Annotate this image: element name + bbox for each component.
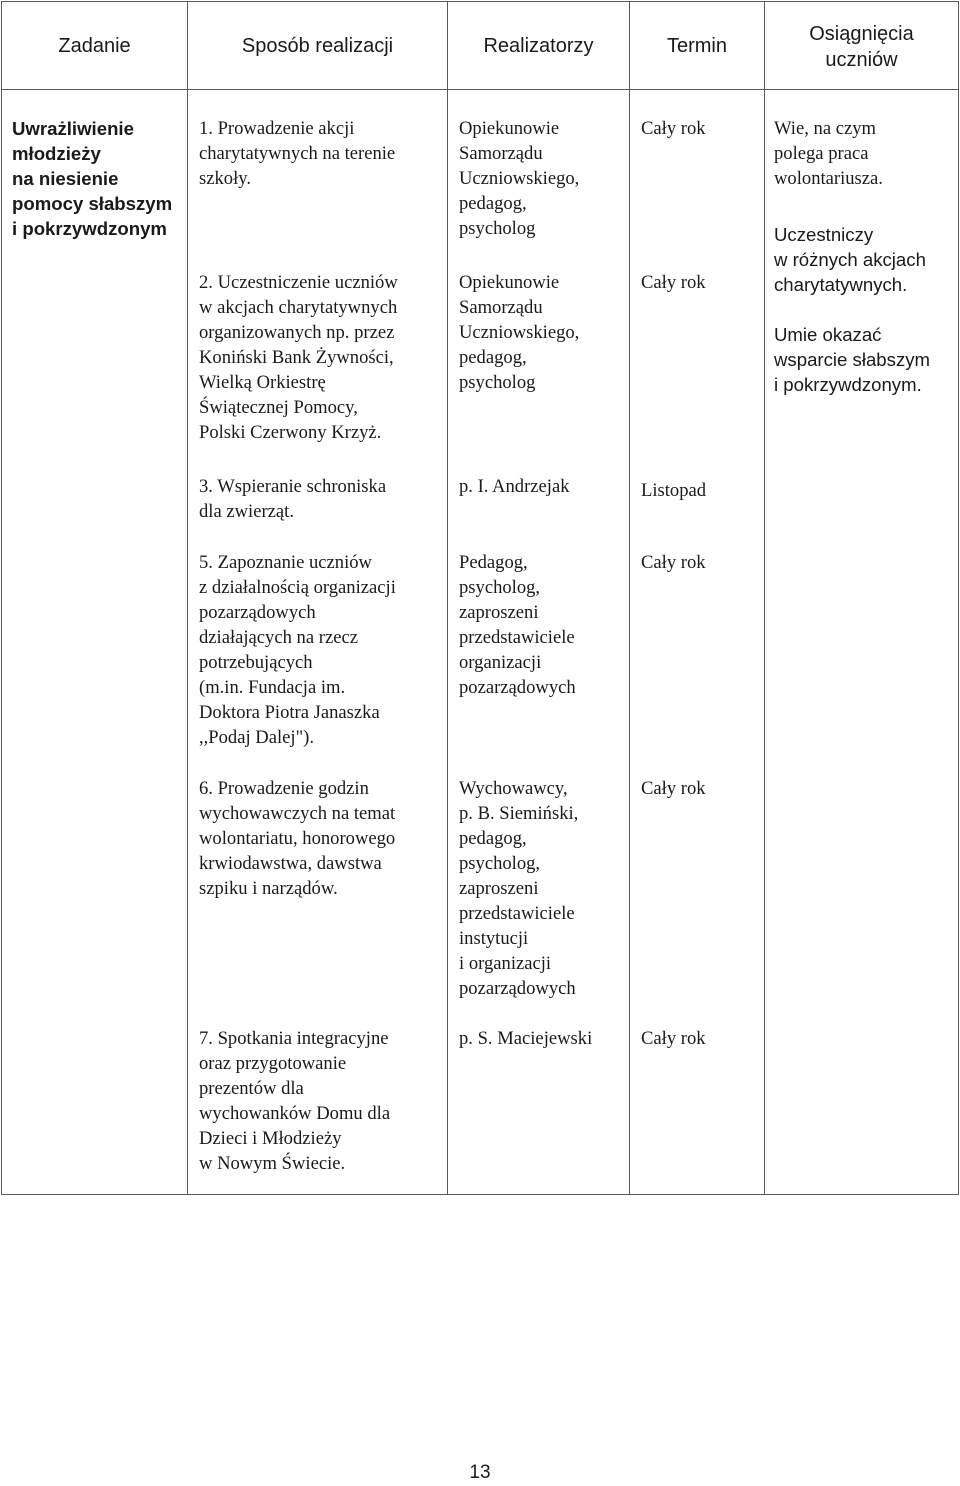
method-item-line: szkoły. [199,168,251,189]
implementers-item-line: Samorządu [459,297,543,318]
deadline-item: Cały rok [641,1028,706,1049]
method-item [199,116,395,191]
method-item-line: w Nowym Świecie. [199,1153,346,1174]
task-title-line: młodzieży [12,143,101,164]
implementers-item-line: instytucji [459,928,529,949]
implementers-item-line: i organizacji [459,953,552,974]
method-item-line: ,,Podaj Dalej"). [199,727,314,748]
implementers-item-line: Pedagog, [459,552,528,573]
termin-cell [630,90,765,1195]
osiagniecia-cell [765,90,959,1195]
implementers-item-line: psycholog, [459,853,541,874]
implementers-item [459,116,579,241]
implementers-item-line: pedagog, [459,347,527,368]
header-sposob-realizacji: Sposób realizacji [188,2,448,90]
implementers-item-line: przedstawiciele [459,903,575,924]
achievement-participation-line: w różnych akcjach [774,249,926,270]
method-item-line: wychowawczych na temat [199,803,396,824]
task-title-line: pomocy słabszym [12,193,173,214]
method-item-line: charytatywnych na terenie [199,143,396,164]
method-item-line: Polski Czerwony Krzyż. [199,422,382,443]
method-item-line: Dzieci i Młodzieży [199,1128,342,1149]
method-item-line: Wielką Orkiestrę [199,372,326,393]
implementers-item [459,1026,592,1051]
achievement-participation-line: Uczestniczy [774,224,874,245]
method-item-line: oraz przygotowanie [199,1053,347,1074]
implementers-item-line: psycholog [459,218,536,239]
method-item-line: pozarządowych [199,602,316,623]
implementers-item [459,270,579,395]
achievement-knowledge-line: wolontariusza. [774,168,883,189]
method-item [199,776,395,901]
task-cell [2,90,188,1195]
method-item-line: 2. Uczestniczenie uczniów [199,272,398,293]
method-item-line: 7. Spotkania integracyjne [199,1028,389,1049]
deadline-item: Cały rok [641,552,706,573]
implementers-item [459,550,576,700]
realizatorzy-cell [448,90,630,1195]
method-item-line: (m.in. Fundacja im. [199,677,346,698]
achievement-support-line: Umie okazać [774,324,882,345]
header-zadanie: Zadanie [2,2,188,90]
sposob-cell [188,90,448,1195]
implementers-item-line: Uczniowskiego, [459,322,580,343]
method-item-line: 1. Prowadzenie akcji [199,118,355,139]
implementers-item-line: przedstawiciele [459,627,575,648]
method-item-line: działających na rzecz [199,627,358,648]
method-item-line: wychowanków Domu dla [199,1103,391,1124]
achievement-support-line: wsparcie słabszym [774,349,931,370]
achievement-knowledge-line: Wie, na czym [774,118,876,139]
method-item-line: potrzebujących [199,652,313,673]
implementers-item-line: p. B. Siemiński, [459,803,579,824]
achievement-participation [774,222,926,297]
deadline-item: Cały rok [641,118,706,139]
header-osiagniecia-text: Osiągnięcia uczniów [809,22,914,71]
method-item [199,474,386,524]
method-item-line: krwiodawstwa, dawstwa [199,853,382,874]
achievement-support [774,322,930,397]
header-termin: Termin [630,2,765,90]
method-item [199,1026,390,1176]
task-title-line: na niesienie [12,168,119,189]
method-item-line: Doktora Piotra Janaszka [199,702,380,723]
deadline-item: Cały rok [641,272,706,293]
method-item-line: Świątecznej Pomocy, [199,397,358,418]
deadline-item: Cały rok [641,778,706,799]
method-item [199,270,398,445]
achievement-knowledge-line: polega praca [774,143,869,164]
implementers-item [459,776,578,1001]
implementers-item-line: psycholog, [459,577,541,598]
method-item-line: z działalnością organizacji [199,577,396,598]
header-row [2,2,959,90]
task-title-line: Uwrażliwienie [12,118,134,139]
method-item-line: organizowanych np. przez [199,322,395,343]
method-item-line: 3. Wspieranie schroniska [199,476,387,497]
implementers-item-line: Opiekunowie [459,118,560,139]
method-item [199,550,396,750]
method-item-line: 5. Zapoznanie uczniów [199,552,372,573]
implementers-item-line: p. I. Andrzejak [459,476,570,497]
implementers-item-line: Uczniowskiego, [459,168,580,189]
implementers-item-line: pedagog, [459,193,527,214]
method-item-line: dla zwierząt. [199,501,294,522]
task-title-line: i pokrzywdzonym [12,218,167,239]
implementers-item-line: zaproszeni [459,878,539,899]
method-item-line: szpiku i narządów. [199,878,338,899]
implementers-item-line: pedagog, [459,828,527,849]
page-number: 13 [469,1462,491,1483]
implementers-item-line: Opiekunowie [459,272,560,293]
implementers-item-line: Samorządu [459,143,543,164]
deadline-item: Listopad [641,480,707,501]
implementers-item [459,474,570,499]
implementers-item-line: psycholog [459,372,536,393]
achievement-participation-line: charytatywnych. [774,274,908,295]
achievement-knowledge [774,116,883,191]
task-title [12,116,172,241]
implementers-item-line: organizacji [459,652,542,673]
method-item-line: Koniński Bank Żywności, [199,347,394,368]
header-osiagniecia [765,2,959,90]
method-item-line: w akcjach charytatywnych [199,297,398,318]
implementers-item-line: Wychowawcy, [459,778,568,799]
implementers-item-line: pozarządowych [459,978,576,999]
achievement-support-line: i pokrzywdzonym. [774,374,922,395]
method-item-line: prezentów dla [199,1078,304,1099]
method-item-line: 6. Prowadzenie godzin [199,778,369,799]
implementers-item-line: p. S. Maciejewski [459,1028,593,1049]
header-realizatorzy: Realizatorzy [448,2,630,90]
implementers-item-line: zaproszeni [459,602,539,623]
implementers-item-line: pozarządowych [459,677,576,698]
body-row [2,90,959,1195]
method-item-line: wolontariatu, honorowego [199,828,396,849]
activity-plan-table [1,1,959,1195]
